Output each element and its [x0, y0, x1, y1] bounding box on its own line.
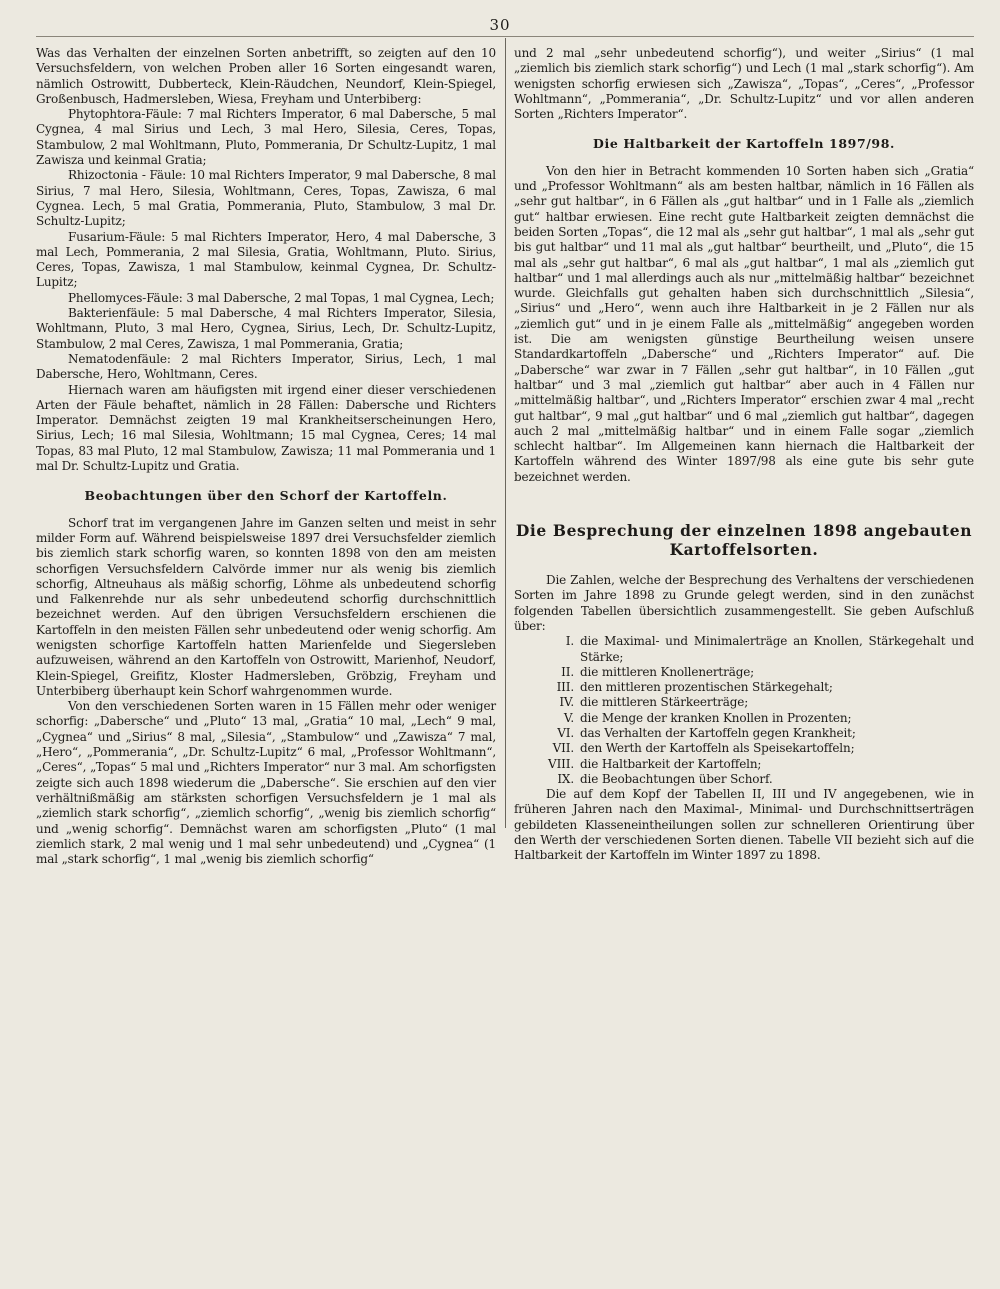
page-number: 30 — [489, 16, 511, 34]
paragraph: Was das Verhalten der einzelnen Sorten anbetrifft, so zeigten auf den 10 Versuchsfeldern, von welchen Proben aller 16 Sorten eingesandt waren, nämlich Ostrowitt, Dubberteck, Klein-Räudchen, Neundorf, Klein-Spiegel, Großenbusch, Hadmersleben, Wiesa, Freyham und Unterbiberg: — [36, 46, 496, 106]
list-number: IV. — [559, 695, 574, 710]
list-item — [514, 665, 974, 680]
paragraph: und 2 mal „sehr unbedeutend schorfig“), und weiter „Sirius“ (1 mal „ziemlich bis ziemlich stark schorfig“) und Lech (1 mal „stark schorfig“). Am wenigsten schorfig erwiesen sich „Zawisza“, „Topas“, „Ceres“, „Professor Wohltmann“, „Pommerania“, „Dr. Schultz-Lupitz“ und vor allen anderen Sorten „Richters Imperator“. — [514, 46, 974, 122]
intro-paragraph: Die Zahlen, welche der Besprechung des Verhaltens der verschiedenen Sorten im Jahre 1898 zu Grunde gelegt werden, sind in den zunächst folgenden Tabellen übersichtlich zusammengestellt. Sie geben Aufschluß über: — [514, 573, 974, 633]
left-column — [36, 46, 496, 867]
list-item — [514, 695, 974, 710]
section-heading-scab: Beobachtungen über den Schorf der Kartoffeln. — [84, 488, 448, 504]
table-overview-list — [514, 634, 974, 787]
list-text: den Werth der Kartoffeln als Speisekartoffeln; — [580, 741, 855, 756]
closing-paragraph: Die auf dem Kopf der Tabellen II, III und IV angegebenen, wie in früheren Jahren nach den Maximal-, Minimal- und Durchschnittserträgen gebildeten Klasseneintheilungen sollen zur schnelleren Orientirung über den Werth der verschiedenen Sorten dienen. Tabelle VII bezieht sich auf die Haltbarkeit der Kartoffeln im Winter 1897 zu 1898. — [514, 787, 974, 863]
paragraph: Rhizoctonia - Fäule: 10 mal Richters Imperator, 9 mal Dabersche, 8 mal Sirius, 7 mal Hero, Silesia, Wohltmann, Ceres, Topas, Zawisza, 6 mal Cygnea. Lech, 5 mal Gratia, Pommerania, Pluto, Stambulow, 3 mal Dr. Schultz-Lupitz; — [36, 168, 496, 229]
list-text: die mittleren Stärkeerträge; — [580, 695, 749, 710]
paragraph: Fusarium-Fäule: 5 mal Richters Imperator, Hero, 4 mal Dabersche, 3 mal Lech, Pommerania, 2 mal Silesia, Gratia, Wohltmann, Pluto. Sirius, Ceres, Topas, Zawisza, 1 mal Stambulow, keinmal Cygnea, Dr. Schultz-Lupitz; — [36, 229, 496, 290]
list-text: den mittleren prozentischen Stärkegehalt; — [580, 680, 833, 695]
paragraph: Phytophtora-Fäule: 7 mal Richters Imperator, 6 mal Dabersche, 5 mal Cygnea, 4 mal Sirius und Lech, 3 mal Hero, Silesia, Ceres, Topas, Stambulow, 2 mal Wohltmann, Pluto, Pommerania, Dr Schultz-Lupitz, 1 mal Zawisza und keinmal Gratia; — [36, 107, 496, 168]
list-number: III. — [556, 680, 574, 695]
paragraph: Von den hier in Betracht kommenden 10 Sorten haben sich „Gratia“ und „Professor Wohltmann“ als am besten haltbar, nämlich in 16 Fällen als „sehr gut haltbar“, in 6 Fällen als „gut haltbar“ und in 1 Falle als „ziemlich gut“ haltbar erwiesen. Eine recht gute Haltbarkeit zeigten demnächst die beiden Sorten „Topas“, die 12 mal als „sehr gut haltbar“, 1 mal als „sehr gut bis gut haltbar“ und 11 mal als „gut haltbar“ beurtheilt, und „Pluto“, die 15 mal als „sehr gut haltbar“, 6 mal als „gut haltbar“, 1 mal als „ziemlich gut haltbar“ und 1 mal allerdings auch als nur „mittelmäßig haltbar“ bezeichnet wurde. Gleichfalls gut gehalten haben sich durchschnittlich „Silesia“, „Sirius“ und „Hero“, wenn auch ihre Haltbarkeit in je 2 Fällen nur als „ziemlich gut“ und in je einem Falle als „mittelmäßig“ angegeben worden ist. Die am wenigsten günstige Beurtheilung weisen unsere Standardkartoffeln „Dabersche“ und „Richters Imperator“ auf. Die „Dabersche“ war zwar in 7 Fällen „sehr gut haltbar“, in 10 Fällen „gut haltbar“ und 3 mal „ziemlich gut haltbar“ aber auch in 4 Fällen nur „mittelmäßig haltbar“, und „Richters Imperator“ erschien zwar 4 mal „recht gut haltbar“, 9 mal „gut haltbar“ und 6 mal „ziemlich gut haltbar“, dagegen auch 2 mal „mittelmäßig haltbar“ und in einem Falle sogar „ziemlich schlecht haltbar“. Im Allgemeinen kann hiernach die Haltbarkeit der Kartoffeln während des Winter 1897/98 als eine gute bis sehr gute bezeichnet werden. — [514, 163, 974, 484]
paragraph: Phellomyces-Fäule: 3 mal Dabersche, 2 mal Topas, 1 mal Cygnea, Lech; — [68, 290, 495, 305]
list-item — [514, 757, 974, 772]
list-item — [514, 726, 974, 741]
list-number: I. — [565, 634, 574, 649]
list-text: die Maximal- und Minimalerträge an Knollen, Stärkegehalt und Stärke; — [580, 634, 974, 664]
section-heading-durability: Die Haltbarkeit der Kartoffeln 1897/98. — [593, 136, 895, 152]
right-column — [514, 46, 974, 864]
list-item — [514, 634, 974, 665]
list-text: die mittleren Knollenerträge; — [580, 664, 755, 679]
paragraph: Nematodenfäule: 2 mal Richters Imperator, Sirius, Lech, 1 mal Dabersche, Hero, Wohltmann, Ceres. — [36, 351, 496, 382]
paragraph: Schorf trat im vergangenen Jahre im Ganzen selten und meist in sehr milder Form auf. Während beispielsweise 1897 drei Versuchsfelder ziemlich bis ziemlich stark schorfig waren, so konnten 1898 von den am meisten schorfigen Versuchsfeldern Calvörde immer nur als wenig bis ziemlich schorfig, Altneuhaus als mäßig schorfig, Löhme als unbedeutend schorfig und Falkenrehde nur als sehr unbedeutend schorfig durchschnittlich bezeichnet werden. Auf den übrigen Versuchsfeldern erschienen die Kartoffeln in den meisten Fällen sehr unbedeutend oder wenig schorfig. Am wenigsten schorfige Kartoffeln hatten Marienfelde und Siegersleben aufzuweisen, während an den Kartoffeln von Ostrowitt, Marienhof, Neudorf, Klein-Spiegel, Greifitz, Kloster Hadmersleben, Gröbzig, Freyham und Unterbiberg überhaupt kein Schorf wahrgenommen wurde. — [36, 515, 496, 698]
column-divider — [505, 38, 506, 828]
list-item — [514, 741, 974, 756]
paragraph: Von den verschiedenen Sorten waren in 15 Fällen mehr oder weniger schorfig: „Dabersche“ und „Pluto“ 13 mal, „Gratia“ 10 mal, „Lech“ 9 mal, „Cygnea“ und „Sirius“ 8 mal, „Silesia“, „Stambulow“ und „Zawisza“ 7 mal, „Hero“, „Pommerania“, „Dr. Schultz-Lupitz“ 6 mal, „Professor Wohltmann“, „Ceres“, „Topas“ 5 mal und „Richters Imperator“ nur 3 mal. Am schorfigsten zeigte sich auch 1898 wiederum die „Dabersche“. Sie erschien auf den vier verhältnißmäßig am stärksten schorfigen Versuchsfeldern je 1 mal als „ziemlich stark schorfig“, „ziemlich schorfig“, „wenig bis ziemlich schorfig“ und „wenig schorfig“. Demnächst waren am schorfigsten „Pluto“ (1 mal ziemlich stark, 2 mal wenig und 1 mal sehr unbedeutend) und „Cygnea“ (1 mal „stark schorfig“, 1 mal „wenig bis ziemlich schorfig“ — [36, 699, 496, 867]
paragraph: Bakterienfäule: 5 mal Dabersche, 4 mal Richters Imperator, Silesia, Wohltmann, Pluto, 3 mal Hero, Cygnea, Sirius, Lech, Dr. Schultz-Lupitz, Stambulow, 2 mal Ceres, Zawisza, 1 mal Pommerania, Gratia; — [36, 306, 496, 351]
list-item — [514, 772, 974, 787]
list-text: die Haltbarkeit der Kartoffeln; — [580, 756, 762, 771]
list-text: das Verhalten der Kartoffeln gegen Krankheit; — [580, 725, 856, 740]
list-item — [514, 680, 974, 695]
list-number: VI. — [557, 725, 574, 740]
list-number: VII. — [552, 741, 574, 756]
list-text: die Beobachtungen über Schorf. — [580, 771, 773, 786]
list-text: die Menge der kranken Knollen in Prozenten; — [580, 710, 852, 725]
header-rule — [36, 36, 974, 37]
paragraph: Hiernach waren am häufigsten mit irgend einer dieser verschiedenen Arten der Fäule behaftet, nämlich in 28 Fällen: Dabersche und Richters Imperator. Demnächst zeigten 19 mal Krankheitserscheinungen Hero, Sirius, Lech; 16 mal Silesia, Wohltmann; 15 mal Cygnea, Ceres; 14 mal Topas, 83 mal Pluto, 12 mal Stambulow, Zawisza; 11 mal Pommerania und 1 mal Dr. Schultz-Lupitz und Gratia. — [36, 382, 496, 474]
list-number: VIII. — [548, 756, 574, 771]
list-item — [514, 711, 974, 726]
list-number: IX. — [557, 771, 574, 786]
list-number: II. — [561, 664, 574, 679]
main-heading: Die Besprechung der einzelnen 1898 angebauten Kartoffelsorten. — [515, 521, 973, 560]
list-number: V. — [563, 710, 574, 725]
